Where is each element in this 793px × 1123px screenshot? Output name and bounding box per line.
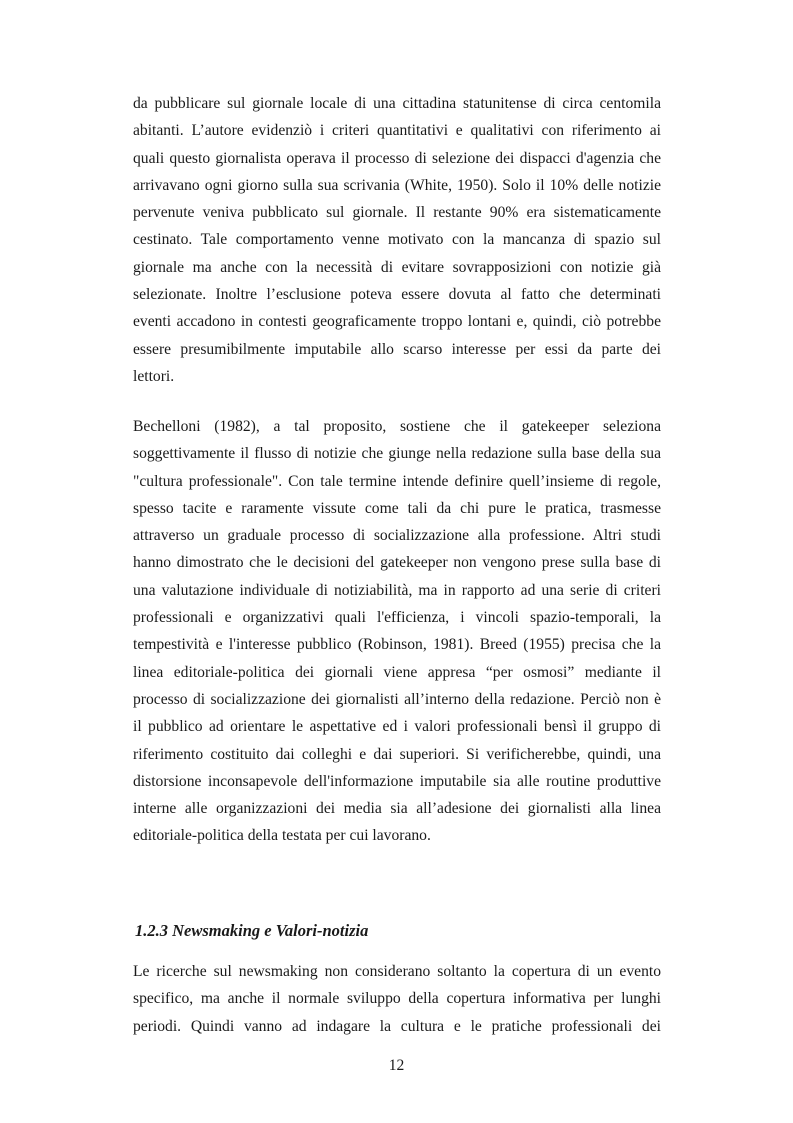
text-line: una valutazione individuale di notiziabilità, ma in rapporto ad una serie di criteri bbox=[133, 581, 661, 599]
text-line: linea editoriale-politica dei giornali viene appresa “per osmosi” mediante il bbox=[133, 663, 661, 681]
text-line: Le ricerche sul newsmaking non considerano soltanto la copertura di un evento bbox=[133, 963, 661, 980]
text-line: abitanti. L’autore evidenziò i criteri quantitativi e qualitativi con riferimento ai bbox=[133, 122, 661, 140]
text-line: giornale ma anche con la necessità di evitare sovrapposizioni con notizie già bbox=[133, 258, 661, 276]
text-line: lettori. bbox=[133, 367, 175, 385]
text-line: specifico, ma anche il normale sviluppo della copertura informativa per lunghi bbox=[133, 990, 661, 1008]
text-line: hanno dimostrato che le decisioni del gatekeeper non vengono prese sulla base di bbox=[133, 554, 661, 572]
text-line: tempestività e l'interesse pubblico (Robinson, 1981). Breed (1955) precisa che la bbox=[133, 636, 661, 654]
text-line: periodi. Quindi vanno ad indagare la cultura e le pratiche professionali dei bbox=[133, 1017, 661, 1035]
text-line: soggettivamente il flusso di notizie che giunge nella redazione sulla base della sua bbox=[133, 445, 661, 463]
text-line: Bechelloni (1982), a tal proposito, sostiene che il gatekeeper seleziona bbox=[133, 418, 661, 435]
text-line: editoriale-politica della testata per cui lavorano. bbox=[133, 827, 431, 845]
text-line: interne alle organizzazioni dei media sia all’adesione dei giornalisti alla linea bbox=[133, 800, 661, 818]
text-line: "cultura professionale". Con tale termine intende definire quell’insieme di regole, bbox=[133, 472, 661, 490]
text-line: da pubblicare sul giornale locale di una cittadina statunitense di circa centomila bbox=[133, 95, 661, 112]
page-number: 12 bbox=[388, 1057, 405, 1074]
text-line: pervenute veniva pubblicato sul giornale. Il restante 90% era sistematicamente bbox=[133, 204, 661, 222]
text-line: riferimento costituito dai colleghi e dai superiori. Si verificherebbe, quindi, una bbox=[133, 745, 661, 763]
paragraph-bechelloni bbox=[133, 413, 661, 850]
text-line: professionali e organizzativi quali l'efficienza, i vincoli spazio-temporali, la bbox=[133, 609, 661, 627]
text-line: spesso tacite e raramente vissute come tali da chi pure le pratica, trasmesse bbox=[133, 499, 661, 517]
text-line: processo di socializzazione dei giornalisti all’interno della redazione. Perciò non è bbox=[133, 690, 661, 708]
section-heading: 1.2.3 Newsmaking e Valori-notizia bbox=[135, 921, 369, 940]
text-line: il pubblico ad orientare le aspettative ed i valori professionali bensì il gruppo di bbox=[133, 718, 661, 736]
text-line: selezionate. Inoltre l’esclusione poteva essere dovuta al fatto che determinati bbox=[133, 286, 661, 304]
text-line: essere presumibilmente imputabile allo scarso interesse per essi da parte dei bbox=[133, 340, 661, 358]
text-line: attraverso un graduale processo di socializzazione alla professione. Altri studi bbox=[133, 527, 661, 545]
text-line: cestinato. Tale comportamento venne motivato con la mancanza di spazio sul bbox=[133, 231, 661, 249]
text-line: eventi accadono in contesti geograficamente troppo lontani e, quindi, ciò potrebbe bbox=[133, 313, 661, 331]
paragraph-newsmaking bbox=[133, 958, 661, 1040]
text-line: distorsione inconsapevole dell'informazione imputabile sia alle routine produttive bbox=[133, 772, 661, 790]
text-line: quali questo giornalista operava il processo di selezione dei dispacci d'agenzia che bbox=[133, 149, 661, 167]
text-line: arrivavano ogni giorno sulla sua scrivania (White, 1950). Solo il 10% delle notizie bbox=[133, 176, 661, 194]
paragraph-white-study bbox=[133, 90, 661, 390]
